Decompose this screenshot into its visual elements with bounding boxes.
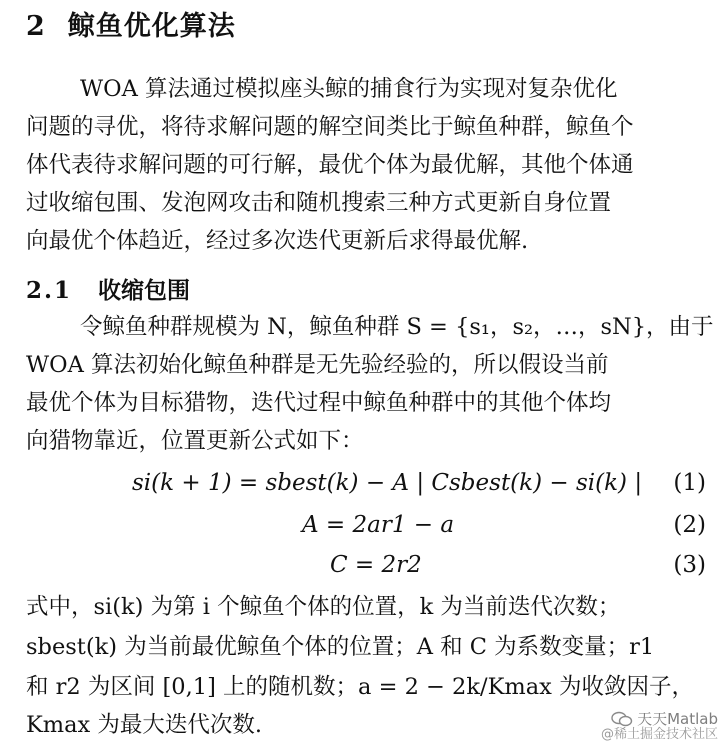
- paragraph2-line-2: WOA 算法初始化鲸鱼种群是无先验经验的，所以假设当前: [26, 352, 609, 378]
- watermark-community: @稀土掘金技术社区: [600, 727, 718, 742]
- paragraph1-line-5: 向最优个体趋近，经过多次迭代更新后求得最优解.: [26, 228, 529, 254]
- watermark: [601, 711, 718, 743]
- equation-3-number: (3): [673, 552, 706, 578]
- paragraph2-line-1: 令鲸鱼种群规模为 N，鲸鱼种群 S = {s₁，s₂，…，sN}，由于: [80, 314, 714, 340]
- watermark-brand: 天天Matlab: [637, 710, 718, 728]
- paragraph3-line-3: 和 r2 为区间 [0,1] 上的随机数；a = 2 − 2k/Kmax 为收敛因子，: [26, 674, 694, 700]
- paragraph1-line-2: 问题的寻优，将待求解问题的解空间类比于鲸鱼种群，鲸鱼个: [26, 114, 634, 140]
- subsection-heading: [26, 272, 190, 305]
- equation-2: A = 2ar1 − a: [302, 512, 455, 538]
- paragraph3-line-4: Kmax 为最大迭代次数.: [26, 712, 263, 738]
- wechat-icon: [611, 711, 633, 727]
- paragraph3-line-2: sbest(k) 为当前最优鲸鱼个体的位置；A 和 C 为系数变量；r1: [26, 634, 655, 660]
- paragraph2-line-3: 最优个体为目标猎物，迭代过程中鲸鱼种群中的其他个体均: [26, 390, 612, 416]
- equation-1: si(k + 1) = sbest(k) − A | Csbest(k) − si(k) |: [132, 470, 643, 496]
- paragraph3-line-1: 式中，si(k) 为第 i 个鲸鱼个体的位置，k 为当前迭代次数；: [26, 594, 621, 620]
- equation-2-number: (2): [673, 512, 706, 538]
- equation-3: C = 2r2: [330, 552, 422, 578]
- subsection-number: 2.1: [26, 277, 73, 304]
- equation-1-number: (1): [673, 470, 706, 496]
- paragraph1-line-4: 过收缩包围、发泡网攻击和随机搜索三种方式更新自身位置: [26, 190, 612, 216]
- paragraph1-line-1: WOA 算法通过模拟座头鲸的捕食行为实现对复杂优化: [80, 76, 618, 102]
- section-number: 2: [26, 11, 46, 42]
- section-heading: [26, 4, 236, 43]
- paragraph2-line-4: 向猎物靠近，位置更新公式如下：: [26, 428, 364, 454]
- subsection-title: 收缩包围: [98, 277, 191, 304]
- paragraph1-line-3: 体代表待求解问题的可行解，最优个体为最优解，其他个体通: [26, 152, 634, 178]
- section-title: 鲸鱼优化算法: [67, 11, 236, 42]
